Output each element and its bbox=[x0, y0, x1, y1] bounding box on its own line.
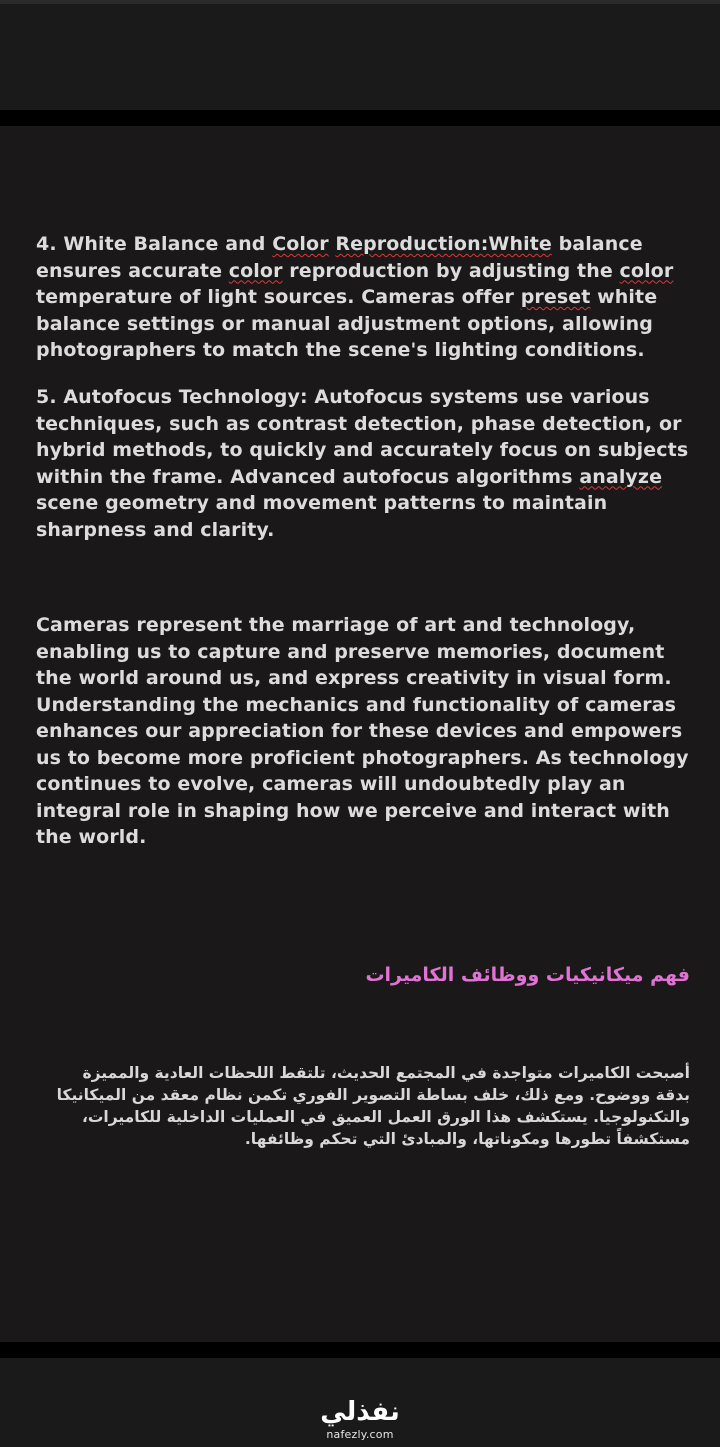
previous-page-area bbox=[0, 4, 720, 110]
spellcheck-flagged-word: Reproduction:White bbox=[335, 233, 552, 255]
autofocus-paragraph bbox=[36, 384, 696, 543]
text-run: temperature of light sources. Cameras offer bbox=[36, 286, 521, 308]
text-run: 5. Autofocus Technology: Autofocus systems use various techniques, such as contrast detection, phase detection, or hybrid methods, to quickly and accurately focus on subjects within the frame. Advanced autofocus algorithms bbox=[36, 386, 689, 488]
text-run: balance ensures accurate bbox=[36, 233, 643, 282]
spellcheck-flagged-word: analyze bbox=[579, 465, 663, 488]
white-balance-paragraph bbox=[36, 231, 696, 364]
watermark-domain: nafezly.com bbox=[326, 1428, 394, 1441]
conclusion-paragraph: Cameras represent the marriage of art and technology, enabling us to capture and preserve memories, document the world around us, and express creativity in visual form. Understanding the mechanics and functionality of cameras enhances our appreciation for these devices and empowers us to become more proficient photographers. As technology continues to evolve, cameras will undoubtedly play an integral role in shaping how we perceive and interact with the world. bbox=[36, 614, 689, 848]
text-run: scene geometry and movement patterns to maintain sharpness and clarity. bbox=[36, 492, 608, 541]
spellcheck-flagged-word: color bbox=[619, 259, 674, 282]
nafezly-logo: نفذلي bbox=[320, 1397, 400, 1427]
text-run: 4. White Balance and bbox=[36, 233, 273, 255]
spellcheck-flagged-word: Color bbox=[272, 233, 329, 255]
text-run: reproduction by adjusting the bbox=[282, 259, 620, 282]
arabic-intro-paragraph: أصبحت الكاميرات متواجدة في المجتمع الحديث، تلتقط اللحظات العادية والمميزة بدقة ووضوح. ومع ذلك، خلف بساطة التصوير الفوري تكمن نظام معقد من الميكانيكا والتكنولوجيا. يستكشف هذا الورق العمل العميق في العمليات الداخلية للكاميرات، مستكشفاً تطورها ومكوناتها، والمبادئ التي تحكم وظائفها. bbox=[56, 1064, 690, 1148]
spellcheck-flagged-word: preset bbox=[520, 286, 591, 308]
page-separator-bottom bbox=[0, 1342, 720, 1358]
arabic-heading: فهم ميكانيكيات ووظائف الكاميرات bbox=[365, 964, 690, 986]
text-run: white balance settings or manual adjustment options, allowing photographers to match the scene's lighting conditions. bbox=[36, 286, 658, 361]
spellcheck-flagged-word: color bbox=[228, 259, 283, 282]
nafezly-watermark bbox=[300, 1396, 420, 1442]
page-separator-top bbox=[0, 110, 720, 126]
